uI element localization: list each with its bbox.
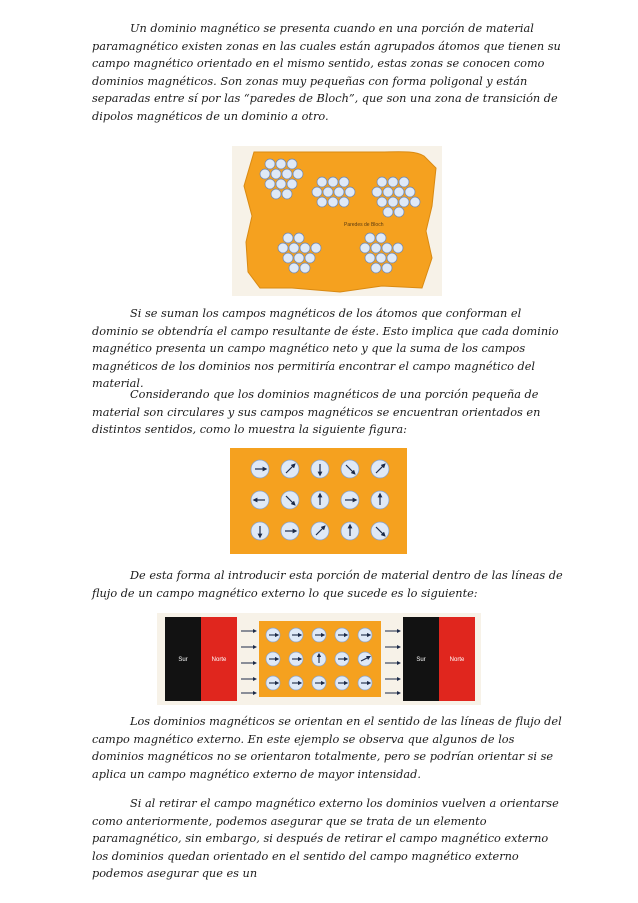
- paragraph-paramagnetico: Si al retirar el campo magnético externo los dominios vuelven a orientarse como anteriormente, podemos asegurar que se trata de un elemento paramagnético, sin embargo, si después de retirar el campo magnético externo los dominios quedan orientado en el sentido del campo magnético externo podemos asegurar que es un: [92, 797, 559, 881]
- right-magnet-sur-label: Sur: [416, 657, 426, 663]
- bloch-walls-label: Paredes de Bloch: [344, 222, 384, 228]
- figure-magnetic-domains: [232, 146, 442, 296]
- paragraph-dominios-orientan: Los dominios magnéticos se orientan en el sentido de las líneas de flujo del campo magnético externo. En este ejemplo se observa que algunos de los dominios magnéticos no se orientaron totalmente, pero se podrían orientar si se aplica un campo magnético externo de mayor intensidad.: [92, 715, 562, 781]
- left-magnet-norte-label: Norte: [211, 657, 227, 663]
- left-magnet-sur-label: Sur: [178, 657, 188, 663]
- figure-random-domains: [230, 448, 407, 554]
- paragraph-campo-externo: De esta forma al introducir esta porción de material dentro de las líneas de flujo de un campo magnético externo lo que sucede es lo siguiente:: [92, 569, 563, 600]
- right-magnet-norte-label: Norte: [449, 657, 465, 663]
- paragraph-dominio-magnetico: Un dominio magnético se presenta cuando en una porción de material paramagnético existen zonas en las cuales están agrupados átomos que tienen su campo magnético orientado en el mismo sentido, estas zonas se conocen como dominios magnéticos. Son zonas muy pequeñas con forma poligonal y están separadas entre sí por las “paredes de Bloch”, que son una zona de transición de dipolos magnéticos de un dominio a otro.: [92, 22, 561, 123]
- paragraph-dominios-circulares: Considerando que los dominios magnéticos de una porción pequeña de material son circulares y sus campos magnéticos se encuentran orientados en distintos sentidos, como lo muestra la siguiente figura:: [92, 388, 541, 437]
- figure-aligned-domains: [157, 613, 481, 705]
- paragraph-campo-resultante: Si se suman los campos magnéticos de los átomos que conforman el dominio se obtendría el campo resultante de éste. Esto implica que cada dominio magnético presenta un campo magnético neto y que la suma de los campos magnéticos de los dominios nos permitiría encontrar el campo magnético del material.: [92, 307, 559, 391]
